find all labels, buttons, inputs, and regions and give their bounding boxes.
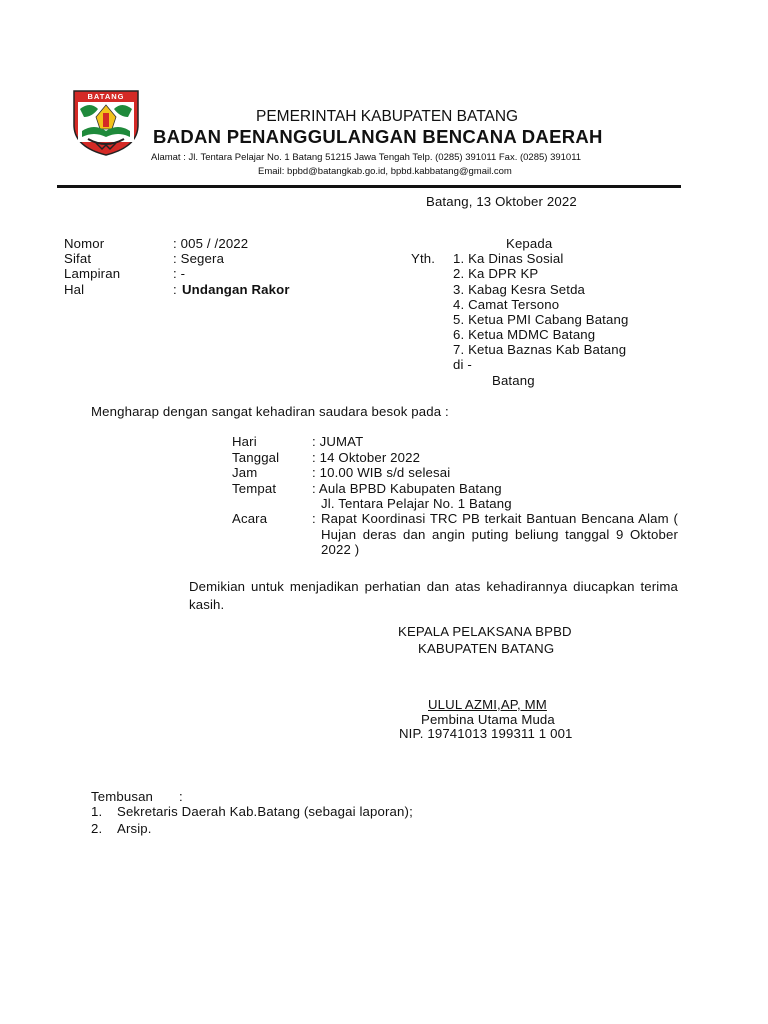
cc-colon: : — [179, 789, 183, 804]
opening-text: Mengharap dengan sangat kehadiran saudara besok pada : — [91, 404, 449, 419]
header-divider — [57, 185, 681, 188]
acara-value: Rapat Koordinasi TRC PB terkait Bantuan Bencana Alam ( Hujan deras dan angin puting beliung tanggal 9 Oktober 2022 ) — [321, 511, 678, 557]
recipient-place: Batang — [492, 373, 535, 388]
acara-label: Acara — [232, 511, 268, 526]
header-agency: BADAN PENANGGULANGAN BENCANA DAERAH — [153, 126, 603, 147]
cc-label: Tembusan — [91, 789, 154, 804]
hal-colon: : — [173, 282, 177, 297]
recipient-item: 5. Ketua PMI Cabang Batang — [453, 312, 629, 327]
jam-label: Jam — [232, 465, 258, 480]
signer-nip: NIP. 19741013 199311 1 001 — [399, 726, 573, 741]
tanggal-label: Tanggal — [232, 450, 280, 465]
hari-label: Hari — [232, 434, 257, 449]
recipient-item: 4. Camat Tersono — [453, 297, 560, 312]
jam-value: : 10.00 WIB s/d selesai — [312, 465, 451, 480]
recipient-item: 2. Ka DPR KP — [453, 266, 539, 281]
tanggal-value: : 14 Oktober 2022 — [312, 450, 421, 465]
recipient-item: 7. Ketua Baznas Kab Batang — [453, 342, 627, 357]
cc-item-text: Sekretaris Daerah Kab.Batang (sebagai laporan); — [117, 804, 413, 819]
sifat-label: Sifat — [64, 251, 92, 266]
nomor-label: Nomor — [64, 236, 105, 251]
header-government: PEMERINTAH KABUPATEN BATANG — [256, 108, 519, 125]
batang-regency-logo — [70, 87, 142, 157]
sifat-value: : Segera — [173, 251, 225, 266]
recipient-item: 6. Ketua MDMC Batang — [453, 327, 596, 342]
recipient-item: 3. Kabag Kesra Setda — [453, 282, 586, 297]
tempat-label: Tempat — [232, 481, 277, 496]
lampiran-label: Lampiran — [64, 266, 121, 281]
tempat-address: Jl. Tentara Pelajar No. 1 Batang — [321, 496, 512, 511]
hari-value: : JUMAT — [312, 434, 364, 449]
closing-text: Demikian untuk menjadikan perhatian dan atas kehadirannya diucapkan terima kasih. — [189, 579, 678, 612]
cc-item-number: 2. — [91, 821, 103, 836]
signer-name: ULUL AZMI,AP, MM — [428, 697, 547, 712]
hal-value: Undangan Rakor — [182, 282, 290, 297]
lampiran-value: : - — [173, 266, 186, 281]
recipient-di: di - — [453, 357, 472, 372]
recipient-item: 1. Ka Dinas Sosial — [453, 251, 564, 266]
kepada-label: Kepada — [506, 236, 553, 251]
signer-rank: Pembina Utama Muda — [421, 712, 555, 727]
signer-title: KEPALA PELAKSANA BPBD — [398, 624, 572, 639]
header-address: Alamat : Jl. Tentara Pelajar No. 1 Batang 51215 Jawa Tengah Telp. (0285) 391011 Fax. (0285) 391011 — [151, 152, 582, 163]
nomor-value: : 005 / /2022 — [173, 236, 249, 251]
letter-date: Batang, 13 Oktober 2022 — [426, 194, 577, 209]
signer-office: KABUPATEN BATANG — [418, 641, 555, 656]
hal-label: Hal — [64, 282, 85, 297]
header-email: Email: bpbd@batangkab.go.id, bpbd.kabbatang@gmail.com — [258, 166, 512, 177]
acara-colon: : — [312, 511, 316, 526]
yth-label: Yth. — [411, 251, 436, 266]
svg-text:BATANG: BATANG — [87, 92, 125, 101]
cc-item-text: Arsip. — [117, 821, 152, 836]
tempat-value: : Aula BPBD Kabupaten Batang — [312, 481, 502, 496]
cc-item-number: 1. — [91, 804, 103, 819]
